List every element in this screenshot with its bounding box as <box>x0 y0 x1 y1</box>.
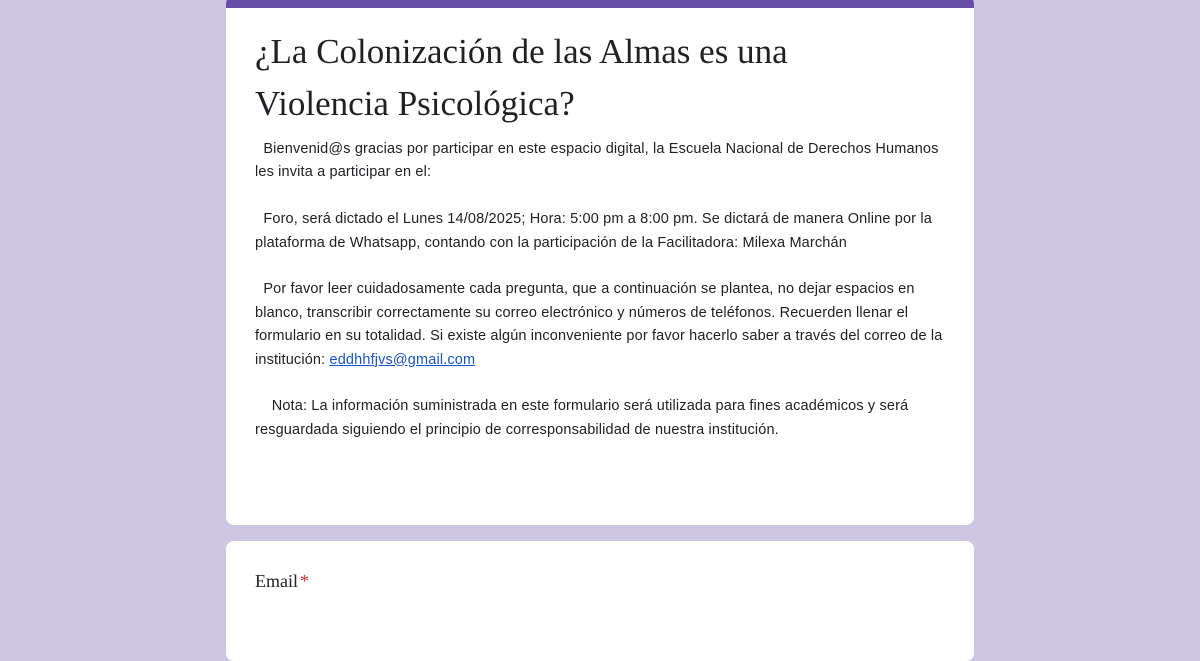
description-paragraph-note: Nota: La información suministrada en este formulario será utilizada para fines académicos y será resguardada siguiendo el principio de corresponsabilidad de nuestra institución. <box>255 398 913 438</box>
question-label-email <box>255 571 945 592</box>
form-title-line-2: Violencia Psicológica? <box>255 84 575 123</box>
form-title <box>255 26 945 130</box>
question-card-email <box>226 541 974 661</box>
form-title-line-1: ¿La Colonización de las Almas es una <box>255 32 788 71</box>
description-paragraph-instructions <box>255 278 945 372</box>
description-paragraph-welcome: Bienvenid@s gracias por participar en este espacio digital, la Escuela Nacional de Derechos Humanos les invita a participar en el: <box>255 141 943 181</box>
form-header-card <box>226 0 974 525</box>
instructions-text: Por favor leer cuidadosamente cada pregunta, que a continuación se plantea, no dejar espacios en blanco, transcribir correctamente su correo electrónico y números de teléfonos. Recuerden llenar el formulario en su totalidad. Si existe algún inconveniente por favor hacerlo saber a través del correo de la institución: <box>255 281 947 368</box>
form-description <box>255 138 945 442</box>
required-asterisk: * <box>300 571 309 591</box>
question-title: Email <box>255 571 298 591</box>
description-paragraph-forum: Foro, será dictado el Lunes 14/08/2025; Hora: 5:00 pm a 8:00 pm. Se dictará de manera Online por la plataforma de Whatsapp, contando con la participación de la Facilitadora: Milexa Marchán <box>255 211 937 251</box>
institution-email-link[interactable]: eddhhfjvs@gmail.com <box>329 351 476 368</box>
